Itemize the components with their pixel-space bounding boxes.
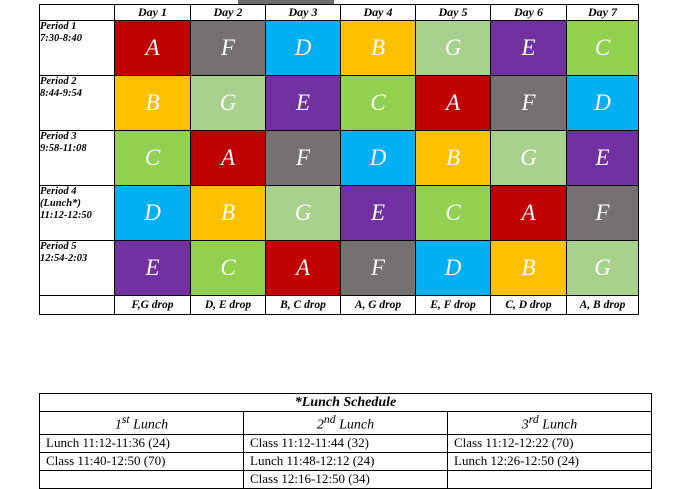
lunch-schedule-table xyxy=(39,393,652,489)
class-block: B xyxy=(491,241,567,296)
drop-cell: B, C drop xyxy=(266,296,341,315)
class-block: C xyxy=(115,131,191,186)
class-block: B xyxy=(191,186,266,241)
day-header: Day 3 xyxy=(266,5,341,21)
class-block: D xyxy=(567,76,639,131)
drop-cell: C, D drop xyxy=(491,296,567,315)
period-label xyxy=(40,131,115,186)
day-header: Day 7 xyxy=(567,5,639,21)
class-block: E xyxy=(266,76,341,131)
class-block: G xyxy=(491,131,567,186)
period-label-line: 9:58-11:08 xyxy=(40,143,87,154)
class-block: B xyxy=(341,21,416,76)
class-block: F xyxy=(341,241,416,296)
class-block: C xyxy=(567,21,639,76)
period-label xyxy=(40,21,115,76)
class-block: A xyxy=(191,131,266,186)
drop-corner-cell xyxy=(40,296,115,315)
lunch-schedule-title: *Lunch Schedule xyxy=(40,394,652,412)
period-label-line: (Lunch*) xyxy=(40,198,81,209)
class-block: D xyxy=(115,186,191,241)
lunch-row xyxy=(40,452,652,470)
period-row xyxy=(40,76,639,131)
class-block: C xyxy=(191,241,266,296)
lunch-cell: Class 12:16-12:50 (34) xyxy=(244,470,448,488)
lunch-cell xyxy=(40,470,244,488)
period-row xyxy=(40,131,639,186)
day-header: Day 4 xyxy=(341,5,416,21)
drop-row xyxy=(40,296,639,315)
class-block: F xyxy=(567,186,639,241)
class-block: G xyxy=(266,186,341,241)
class-block: G xyxy=(191,76,266,131)
drop-cell: A, B drop xyxy=(567,296,639,315)
corner-cell xyxy=(40,5,115,21)
class-block: E xyxy=(567,131,639,186)
drop-cell: A, G drop xyxy=(341,296,416,315)
class-block: G xyxy=(567,241,639,296)
lunch-cell: Class 11:12-11:44 (32) xyxy=(244,434,448,452)
class-block: C xyxy=(341,76,416,131)
lunch-header: 3rd Lunch xyxy=(448,412,652,435)
class-block: B xyxy=(115,76,191,131)
drop-cell: E, F drop xyxy=(416,296,491,315)
class-block: A xyxy=(416,76,491,131)
class-block: D xyxy=(416,241,491,296)
period-label-line: Period 5 xyxy=(40,241,77,252)
period-label-line: Period 2 xyxy=(40,76,77,87)
period-label-line: 7:30-8:40 xyxy=(40,33,82,44)
class-block: E xyxy=(491,21,567,76)
lunch-cell: Lunch 11:12-11:36 (24) xyxy=(40,434,244,452)
class-block: G xyxy=(416,21,491,76)
class-block: B xyxy=(416,131,491,186)
class-block: E xyxy=(341,186,416,241)
period-label xyxy=(40,186,115,241)
class-block: F xyxy=(191,21,266,76)
lunch-row xyxy=(40,470,652,488)
day-header: Day 1 xyxy=(115,5,191,21)
period-label xyxy=(40,76,115,131)
period-label xyxy=(40,241,115,296)
lunch-cell: Lunch 12:26-12:50 (24) xyxy=(448,452,652,470)
class-block: D xyxy=(266,21,341,76)
class-block: E xyxy=(115,241,191,296)
period-label-line: Period 4 xyxy=(40,186,77,197)
lunch-cell: Class 11:12-12:22 (70) xyxy=(448,434,652,452)
class-block: D xyxy=(341,131,416,186)
day-header-row xyxy=(40,5,639,21)
period-label-line: Period 3 xyxy=(40,131,77,142)
lunch-row xyxy=(40,434,652,452)
drop-cell: D, E drop xyxy=(191,296,266,315)
class-block: F xyxy=(491,76,567,131)
drop-cell: F,G drop xyxy=(115,296,191,315)
class-block: A xyxy=(115,21,191,76)
class-block: F xyxy=(266,131,341,186)
day-header: Day 2 xyxy=(191,5,266,21)
lunch-header-row xyxy=(40,412,652,435)
lunch-cell xyxy=(448,470,652,488)
period-row xyxy=(40,241,639,296)
period-row xyxy=(40,21,639,76)
day-header: Day 5 xyxy=(416,5,491,21)
class-block: A xyxy=(491,186,567,241)
period-row xyxy=(40,186,639,241)
period-label-line: Period 1 xyxy=(40,21,77,32)
lunch-header: 1st Lunch xyxy=(40,412,244,435)
day-header: Day 6 xyxy=(491,5,567,21)
class-block: C xyxy=(416,186,491,241)
lunch-cell: Class 11:40-12:50 (70) xyxy=(40,452,244,470)
period-label-line: 11:12-12:50 xyxy=(40,210,92,221)
class-block: A xyxy=(266,241,341,296)
lunch-header: 2nd Lunch xyxy=(244,412,448,435)
rotation-schedule-table xyxy=(39,4,639,315)
lunch-cell: Lunch 11:48-12:12 (24) xyxy=(244,452,448,470)
period-label-line: 8:44-9:54 xyxy=(40,88,82,99)
period-label-line: 12:54-2:03 xyxy=(40,253,88,264)
